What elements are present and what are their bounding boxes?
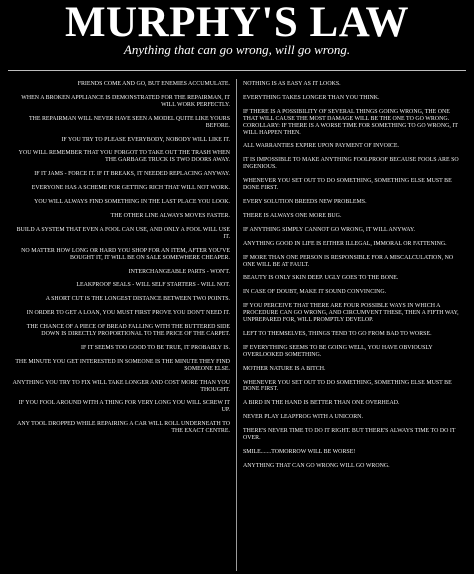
law-item: IN ORDER TO GET A LOAN, YOU MUST FIRST PROVE YOU DON'T NEED IT. xyxy=(26,310,230,317)
header-divider xyxy=(8,70,466,71)
law-item: THE CHANCE OF A PIECE OF BREAD FALLING WITH THE BUTTERED SIDE DOWN IS DIRECTLY PROPORTIONAL TO THE PRICE OF THE CARPET. xyxy=(26,324,230,338)
law-item: YOU WILL REMEMBER THAT YOU FORGOT TO TAKE OUT THE TRASH WHEN THE GARBAGE TRUCK IS TWO DOORS AWAY. xyxy=(18,150,230,164)
law-item: NO MATTER HOW LONG OR HARD YOU SHOP FOR AN ITEM, AFTER YOU'VE BOUGHT IT, IT WILL BE ON SALE SOMEWHERE CHEAPER. xyxy=(21,247,230,261)
law-item: INTERCHANGEABLE PARTS - WON'T. xyxy=(128,268,230,275)
law-item: IF YOU TRY TO PLEASE EVERYBODY, NOBODY WILL LIKE IT. xyxy=(61,136,230,143)
law-item: LEFT TO THEMSELVES, THINGS TEND TO GO FROM BAD TO WORSE. xyxy=(243,330,432,337)
poster-title: MURPHY'S LAW xyxy=(64,0,410,46)
law-item: SMILE.......TOMORROW WILL BE WORSE! xyxy=(243,449,356,455)
poster-subtitle: Anything that can go wrong, will go wrong. xyxy=(123,42,351,57)
law-item: LEAKPROOF SEALS - WILL SELF STARTERS - WILL NOT. xyxy=(76,282,230,289)
law-item: BUILD A SYSTEM THAT EVEN A FOOL CAN USE, AND ONLY A FOOL WILL USE IT. xyxy=(16,226,230,240)
law-item: EVERY SOLUTION BREEDS NEW PROBLEMS. xyxy=(243,198,367,205)
law-item: ANY TOOL DROPPED WHILE REPAIRING A CAR WILL ROLL UNDERNEATH TO THE EXACT CENTRE. xyxy=(17,421,230,435)
law-item: A BIRD IN THE HAND IS BETTER THAN ONE OVERHEAD. xyxy=(243,400,400,407)
law-item: IN CASE OF DOUBT, MAKE IT SOUND CONVINCING. xyxy=(243,289,387,296)
law-item: A SHORT CUT IS THE LONGEST DISTANCE BETWEEN TWO POINTS. xyxy=(45,296,230,303)
law-item: EVERYONE HAS A SCHEME FOR GETTING RICH THAT WILL NOT WORK. xyxy=(31,185,230,192)
law-item: ANYTHING GOOD IN LIFE IS EITHER ILLEGAL, IMMORAL OR FATTENING. xyxy=(243,240,447,247)
law-item: YOU WILL ALWAYS FIND SOMETHING IN THE LAST PLACE YOU LOOK. xyxy=(34,199,230,206)
law-item: IT IS IMPOSSIBLE TO MAKE ANYTHING FOOLPROOF BECAUSE FOOLS ARE SO INGENIOUS. xyxy=(243,157,459,171)
law-item: THERE IS ALWAYS ONE MORE BUG. xyxy=(243,212,342,219)
law-item: IF IT JAMS - FORCE IT. IF IT BREAKS, IT NEEDED REPLACING ANYWAY. xyxy=(34,171,230,178)
right-laws-column xyxy=(243,81,464,476)
law-item: IF EVERYTHING SEEMS TO BE GOING WELL, YOU HAVE OBVIOUSLY OVERLOOKED SOMETHING. xyxy=(243,344,433,358)
law-item: BEAUTY IS ONLY SKIN DEEP. UGLY GOES TO THE BONE. xyxy=(243,275,399,282)
law-item: IF IT SEEMS TOO GOOD TO BE TRUE, IT PROBABLY IS. xyxy=(81,344,230,351)
law-item: FRIENDS COME AND GO, BUT ENEMIES ACCUMULATE. xyxy=(77,81,230,87)
left-laws-column xyxy=(10,81,230,441)
law-item: NEVER PLAY LEAPFROG WITH A UNICORN. xyxy=(243,414,363,421)
law-item: NOTHING IS AS EASY AS IT LOOKS. xyxy=(243,81,341,87)
law-item: WHEN A BROKEN APPLIANCE IS DEMONSTRATED FOR THE REPAIRMAN, IT WILL WORK PERFECTLY. xyxy=(21,94,230,108)
law-item: THERE'S NEVER TIME TO DO IT RIGHT. BUT THERE'S ALWAYS TIME TO DO IT OVER. xyxy=(243,428,456,442)
law-item: THE REPAIRMAN WILL NEVER HAVE SEEN A MODEL QUITE LIKE YOURS BEFORE. xyxy=(28,115,230,129)
law-item: IF THERE IS A POSSIBILITY OF SEVERAL THINGS GOING WRONG, THE ONE THAT WILL CAUSE THE MOST DAMAGE WILL BE THE ONE TO GO WRONG. COROLLARY: IF THERE IS A WORSE TIME FOR SOMETHING TO GO WRONG, IT WILL HAPPEN THEN. xyxy=(243,108,458,136)
column-divider xyxy=(236,79,237,571)
law-item: WHENEVER YOU SET OUT TO DO SOMETHING, SOMETHING ELSE MUST BE DONE FIRST. xyxy=(243,178,452,192)
law-item: ANYTHING YOU TRY TO FIX WILL TAKE LONGER AND COST MORE THAN YOU THOUGHT. xyxy=(12,379,230,393)
law-item: ALL WARRANTIES EXPIRE UPON PAYMENT OF INVOICE. xyxy=(243,143,399,150)
law-item: THE MINUTE YOU GET INTERESTED IN SOMEONE IS THE MINUTE THEY FIND SOMEONE ELSE. xyxy=(15,358,230,372)
law-item: ANYTHING THAT CAN GO WRONG WILL GO WRONG. xyxy=(243,462,390,469)
law-item: IF YOU FOOL AROUND WITH A THING FOR VERY LONG YOU WILL SCREW IT UP. xyxy=(18,400,230,414)
law-item: MOTHER NATURE IS A BITCH. xyxy=(243,365,326,372)
law-item: WHENEVER YOU SET OUT TO DO SOMETHING, SOMETHING ELSE MUST BE DONE FIRST. xyxy=(243,379,452,393)
law-item: IF ANYTHING SIMPLY CANNOT GO WRONG, IT WILL ANYWAY. xyxy=(243,226,416,233)
law-item: IF MORE THAN ONE PERSON IS RESPONSIBLE FOR A MISCALCULATION, NO ONE WILL BE AT FAULT. xyxy=(243,254,454,268)
law-item: IF YOU PERCEIVE THAT THERE ARE FOUR POSSIBLE WAYS IN WHICH A PROCEDURE CAN GO WRONG, AND CIRCUMVENT THESE, THEN A FIFTH WAY, UNPREPARED FOR, WILL PROMPTLY DEVELOP. xyxy=(243,303,459,324)
law-item: THE OTHER LINE ALWAYS MOVES FASTER. xyxy=(110,212,230,219)
law-item: EVERYTHING TAKES LONGER THAN YOU THINK. xyxy=(243,94,380,101)
